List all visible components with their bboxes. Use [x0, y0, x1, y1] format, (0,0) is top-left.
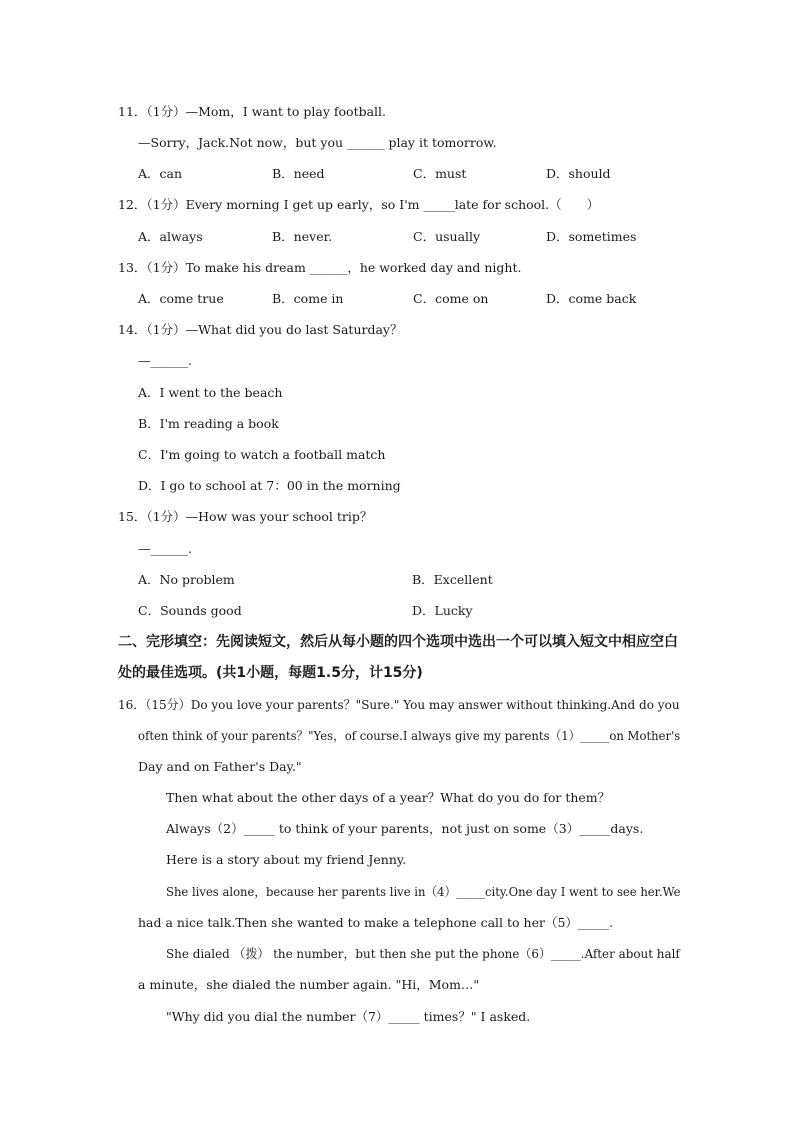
q15-option-c[interactable]: C．Sounds good — [138, 603, 242, 618]
q16-line-11: "Why did you dial the number（7）_____ times？" I asked. — [166, 1009, 531, 1024]
q15-option-d[interactable]: D．Lucky — [412, 603, 473, 618]
q11-stem: 11．（1分）—Mom，I want to play football. — [118, 104, 387, 119]
q13-stem: 13．（1分）To make his dream ______，he worked day and night. — [118, 260, 522, 275]
q11-option-b[interactable]: B．need — [272, 166, 325, 181]
q16-line-1: 16．（15分）Do you love your parents？"Sure." You may answer without thinking.And do you — [118, 697, 680, 712]
q11-option-d[interactable]: D．should — [546, 166, 611, 181]
q16-line-4: Then what about the other days of a year？What do you do for them？ — [166, 790, 611, 805]
q16-line-2: often think of your parents？"Yes，of course.I always give my parents（1）_____on Mother's — [138, 728, 681, 743]
q12-option-a[interactable]: A．always — [138, 229, 203, 244]
q12-option-c[interactable]: C．usually — [413, 229, 481, 244]
q14-answer-line: —______. — [138, 353, 192, 368]
q11-option-a[interactable]: A．can — [138, 166, 183, 181]
q14-option-c[interactable]: C．I'm going to watch a football match — [138, 447, 386, 462]
q15-answer-line: —______. — [138, 541, 192, 556]
q16-line-3: Day and on Father's Day." — [138, 759, 302, 774]
q13-option-a[interactable]: A．come true — [138, 291, 224, 306]
q13-option-b[interactable]: B．come in — [272, 291, 344, 306]
section-heading: 二、完形填空：先阅读短文，然后从每小题的四个选项中选出一个可以填入短文中相应空白处的最佳选项。(共1小题，每题1.5分，计15分) — [118, 634, 678, 681]
q16-line-6: Here is a story about my friend Jenny. — [166, 852, 407, 867]
q15-option-a[interactable]: A．No problem — [138, 572, 235, 587]
q14-option-b[interactable]: B．I'm reading a book — [138, 416, 279, 431]
q12-option-b[interactable]: B．never. — [272, 229, 333, 244]
q16-line-7: She lives alone，because her parents live in（4）_____city.One day I went to see her.We — [166, 884, 681, 899]
q11-option-c[interactable]: C．must — [413, 166, 467, 181]
q16-line-5: Always（2）_____ to think of your parents，not just on some（3）_____days. — [166, 821, 644, 836]
q13-option-c[interactable]: C．come on — [413, 291, 489, 306]
q15-stem: 15．（1分）—How was your school trip？ — [118, 509, 373, 524]
q12-stem: 12．（1分）Every morning I get up early，so I'm _____late for school.（ ） — [118, 197, 600, 212]
q16-line-8: had a nice talk.Then she wanted to make a telephone call to her（5）_____. — [138, 915, 614, 930]
q16-line-9: She dialed （拨） the number，but then she put the phone（6）_____.After about half — [166, 946, 680, 961]
q14-stem: 14．（1分）—What did you do last Saturday？ — [118, 322, 403, 337]
q15-option-b[interactable]: B．Excellent — [412, 572, 493, 587]
q14-option-a[interactable]: A．I went to the beach — [138, 385, 283, 400]
q14-option-d[interactable]: D．I go to school at 7：00 in the morning — [138, 478, 401, 493]
q16-line-10: a minute，she dialed the number again. "Hi，Mom…" — [138, 977, 480, 992]
q13-option-d[interactable]: D．come back — [546, 291, 637, 306]
q12-option-d[interactable]: D．sometimes — [546, 229, 637, 244]
q11-reply-line: —Sorry，Jack.Not now，but you ______ play it tomorrow. — [138, 135, 497, 150]
